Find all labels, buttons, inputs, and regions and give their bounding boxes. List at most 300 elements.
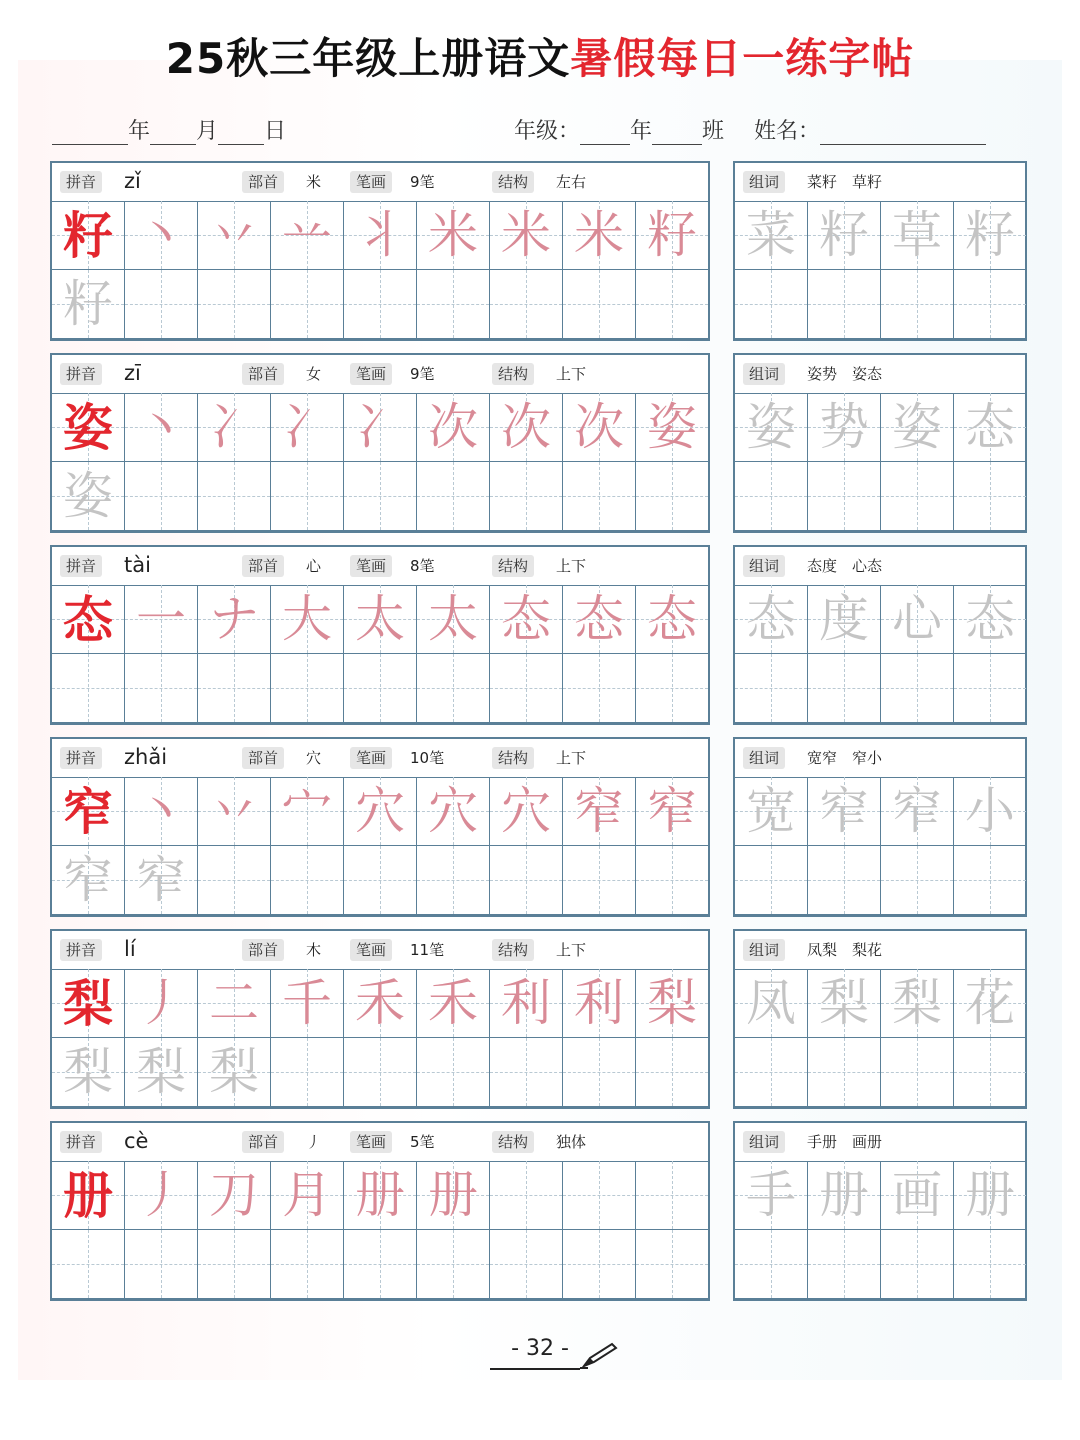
practice-cell[interactable] (563, 1161, 636, 1230)
practice-cell[interactable] (490, 654, 563, 723)
practice-cell[interactable] (490, 462, 563, 531)
char-card-header (52, 355, 708, 394)
practice-cell[interactable] (563, 846, 636, 915)
stroke-order-cell[interactable] (417, 585, 490, 654)
word-trace-cell-glyph: 态 (965, 590, 1015, 648)
practice-cell[interactable] (563, 1230, 636, 1299)
radical-tag: 部首 (242, 939, 284, 961)
stroke-order-cell[interactable] (271, 393, 344, 462)
word-trace-cell[interactable] (735, 585, 808, 654)
word-practice-cell[interactable] (881, 462, 954, 531)
structure-tag: 结构 (492, 555, 534, 577)
structure-tag: 结构 (492, 939, 534, 961)
word-trace-cell[interactable] (808, 585, 881, 654)
stroke-order-cell-glyph: 禾 (428, 974, 478, 1032)
model-char-cell[interactable] (52, 201, 125, 270)
page-number-underline (490, 1368, 580, 1370)
month-blank[interactable] (150, 118, 196, 145)
word-trace-cell[interactable] (735, 777, 808, 846)
stroke-order-cell[interactable] (344, 1161, 417, 1230)
word-trace-cell-glyph: 窄 (892, 782, 942, 840)
pinyin-tag: 拼音 (60, 171, 102, 193)
guide-line-vertical (307, 654, 308, 722)
word-practice-cell[interactable] (735, 270, 808, 339)
practice-cell[interactable] (198, 846, 271, 915)
stroke-order-cell[interactable] (198, 201, 271, 270)
guide-line-vertical (161, 462, 162, 530)
guide-line-vertical (990, 654, 991, 722)
pinyin-value: zǐ (124, 169, 141, 193)
stroke-order-cell[interactable] (563, 201, 636, 270)
model-char-cell-glyph: 姿 (63, 398, 113, 457)
word-practice-cell[interactable] (808, 1038, 881, 1107)
stroke-order-cell[interactable] (636, 969, 709, 1038)
guide-line-vertical (844, 654, 845, 722)
stroke-order-cell-glyph: 千 (282, 974, 332, 1032)
word-practice-cell[interactable] (954, 270, 1027, 339)
practice-cell[interactable] (125, 1230, 198, 1299)
stroke-order-cell-glyph: 冫 (209, 398, 259, 456)
radical-value: 心 (306, 557, 322, 575)
trace-cell[interactable] (52, 1038, 125, 1107)
trace-cell[interactable] (125, 846, 198, 915)
word-practice-cell[interactable] (954, 462, 1027, 531)
practice-cell[interactable] (271, 654, 344, 723)
practice-cell[interactable] (563, 270, 636, 339)
char-card-2 (50, 353, 710, 533)
guide-line-vertical (453, 1230, 454, 1298)
words-card-header (735, 547, 1025, 586)
guide-line-vertical (844, 1230, 845, 1298)
word-trace-cell-glyph: 态 (965, 398, 1015, 456)
stroke-order-cell[interactable] (490, 585, 563, 654)
practice-cell[interactable] (490, 1038, 563, 1107)
stroke-order-cell-glyph: 次 (574, 398, 624, 456)
practice-cell[interactable] (198, 654, 271, 723)
stroke-order-cell[interactable] (271, 777, 344, 846)
strokes-tag: 笔画 (350, 1131, 392, 1153)
word-practice-cell[interactable] (735, 1230, 808, 1299)
stroke-order-cell[interactable] (563, 777, 636, 846)
stroke-order-cell-glyph: 米 (501, 206, 551, 264)
guide-line-vertical (599, 654, 600, 722)
words-tag: 组词 (743, 363, 785, 385)
trace-cell-glyph: 梨 (136, 1043, 186, 1101)
practice-cell[interactable] (344, 846, 417, 915)
stroke-order-cell[interactable] (636, 201, 709, 270)
practice-cell[interactable] (271, 1038, 344, 1107)
guide-line-vertical (599, 462, 600, 530)
word-trace-cell[interactable] (735, 1161, 808, 1230)
word-trace-cell-glyph: 册 (965, 1166, 1015, 1224)
word-practice-cell[interactable] (954, 654, 1027, 723)
char-card-6 (50, 1121, 710, 1301)
word-practice-cell[interactable] (808, 846, 881, 915)
practice-cell[interactable] (198, 270, 271, 339)
stroke-order-cell[interactable] (125, 585, 198, 654)
guide-line-vertical (990, 1230, 991, 1298)
trace-cell-glyph: 窄 (63, 851, 113, 909)
pinyin-tag: 拼音 (60, 1131, 102, 1153)
structure-tag: 结构 (492, 171, 534, 193)
word-trace-cell[interactable] (881, 201, 954, 270)
page-footer (0, 1336, 1080, 1361)
trace-cell-glyph: 籽 (63, 275, 113, 333)
trace-cell[interactable] (52, 462, 125, 531)
stroke-order-cell[interactable] (125, 777, 198, 846)
stroke-order-cell[interactable] (563, 393, 636, 462)
word-practice-cell[interactable] (881, 846, 954, 915)
stroke-order-cell[interactable] (563, 969, 636, 1038)
pinyin-tag: 拼音 (60, 363, 102, 385)
stroke-order-cell[interactable] (490, 777, 563, 846)
word-trace-cell[interactable] (954, 969, 1027, 1038)
practice-cell[interactable] (198, 462, 271, 531)
model-char-cell-glyph: 籽 (63, 206, 113, 265)
practice-cell[interactable] (344, 270, 417, 339)
stroke-order-cell[interactable] (344, 393, 417, 462)
guide-line-vertical (672, 1230, 673, 1298)
words-value: 态度 心态 (807, 557, 883, 575)
stroke-order-cell-glyph: 次 (501, 398, 551, 456)
stroke-order-cell[interactable] (198, 1161, 271, 1230)
model-char-cell-glyph: 态 (63, 590, 113, 649)
guide-line-vertical (672, 654, 673, 722)
guide-line-vertical (161, 654, 162, 722)
word-trace-cell[interactable] (808, 1161, 881, 1230)
practice-cell[interactable] (563, 1038, 636, 1107)
word-trace-cell-glyph: 姿 (892, 398, 942, 456)
guide-line-vertical (771, 1230, 772, 1298)
stroke-order-cell[interactable] (344, 201, 417, 270)
stroke-order-cell[interactable] (125, 201, 198, 270)
word-practice-cell[interactable] (735, 654, 808, 723)
words-card-1 (733, 161, 1027, 341)
stroke-order-cell[interactable] (490, 201, 563, 270)
model-char-cell[interactable] (52, 393, 125, 462)
word-trace-cell-glyph: 态 (746, 590, 796, 648)
char-card-header (52, 739, 708, 778)
stroke-order-cell[interactable] (490, 969, 563, 1038)
words-card-header (735, 739, 1025, 778)
guide-line-vertical (526, 1161, 527, 1229)
structure-value: 上下 (556, 365, 587, 383)
stroke-order-cell[interactable] (271, 1161, 344, 1230)
word-trace-cell-glyph: 籽 (819, 206, 869, 264)
guide-line-vertical (307, 1230, 308, 1298)
strokes-value: 9笔 (410, 365, 435, 383)
guide-line-vertical (771, 654, 772, 722)
practice-cell[interactable] (636, 270, 709, 339)
stroke-order-cell-glyph: 次 (428, 398, 478, 456)
stroke-order-cell[interactable] (417, 969, 490, 1038)
radical-tag: 部首 (242, 363, 284, 385)
word-trace-cell[interactable] (954, 393, 1027, 462)
guide-line-vertical (307, 1038, 308, 1106)
guide-line-vertical (672, 1161, 673, 1229)
practice-cell[interactable] (417, 654, 490, 723)
practice-cell[interactable] (125, 270, 198, 339)
stroke-order-cell[interactable] (271, 969, 344, 1038)
practice-cell[interactable] (490, 1230, 563, 1299)
word-trace-cell-glyph: 梨 (892, 974, 942, 1032)
word-trace-cell-glyph: 草 (892, 206, 942, 264)
word-practice-cell[interactable] (735, 1038, 808, 1107)
word-trace-cell[interactable] (735, 201, 808, 270)
stroke-order-cell[interactable] (636, 393, 709, 462)
practice-cell[interactable] (344, 1230, 417, 1299)
words-value: 菜籽 草籽 (807, 173, 883, 191)
trace-cell[interactable] (52, 846, 125, 915)
practice-cell[interactable] (490, 270, 563, 339)
guide-line-vertical (526, 1038, 527, 1106)
stroke-order-cell[interactable] (417, 201, 490, 270)
guide-line-vertical (526, 1230, 527, 1298)
stroke-order-cell[interactable] (344, 777, 417, 846)
model-char-cell-glyph: 梨 (63, 974, 113, 1033)
stroke-order-cell[interactable] (417, 393, 490, 462)
structure-value: 上下 (556, 557, 587, 575)
name-blank[interactable] (820, 118, 986, 145)
char-card-header (52, 931, 708, 970)
word-trace-cell[interactable] (954, 777, 1027, 846)
words-value: 宽窄 窄小 (807, 749, 883, 767)
practice-cell[interactable] (344, 1038, 417, 1107)
strokes-tag: 笔画 (350, 939, 392, 961)
char-card-4 (50, 737, 710, 917)
word-trace-cell[interactable] (735, 969, 808, 1038)
guide-line-vertical (917, 1230, 918, 1298)
practice-cell[interactable] (636, 1038, 709, 1107)
stroke-order-cell-glyph: 态 (647, 590, 697, 648)
practice-cell[interactable] (636, 1230, 709, 1299)
practice-cell[interactable] (636, 846, 709, 915)
word-practice-cell[interactable] (881, 1230, 954, 1299)
trace-cell[interactable] (198, 1038, 271, 1107)
guide-line-vertical (844, 846, 845, 914)
guide-line-vertical (917, 1038, 918, 1106)
stroke-order-cell-glyph: 窄 (574, 782, 624, 840)
char-card-3 (50, 545, 710, 725)
guide-line-vertical (526, 270, 527, 338)
words-tag: 组词 (743, 747, 785, 769)
practice-cell[interactable] (563, 654, 636, 723)
radical-tag: 部首 (242, 171, 284, 193)
stroke-order-cell[interactable] (271, 585, 344, 654)
practice-cell[interactable] (271, 1230, 344, 1299)
practice-cell[interactable] (490, 846, 563, 915)
page-number: - 32 - (511, 1336, 569, 1361)
stroke-order-cell[interactable] (198, 393, 271, 462)
stroke-order-cell-glyph: 态 (574, 590, 624, 648)
guide-line-vertical (990, 270, 991, 338)
trace-cell[interactable] (125, 1038, 198, 1107)
practice-cell[interactable] (52, 1230, 125, 1299)
stroke-order-cell-glyph: 穴 (355, 782, 405, 840)
model-char-cell[interactable] (52, 585, 125, 654)
word-practice-cell[interactable] (954, 1038, 1027, 1107)
stroke-order-cell-glyph: 刀 (209, 1166, 259, 1224)
practice-cell[interactable] (417, 270, 490, 339)
year-blank[interactable] (52, 118, 128, 145)
practice-cell[interactable] (490, 1161, 563, 1230)
stroke-order-cell[interactable] (198, 969, 271, 1038)
word-practice-cell[interactable] (808, 462, 881, 531)
practice-cell[interactable] (636, 654, 709, 723)
practice-cell[interactable] (417, 1038, 490, 1107)
word-trace-cell[interactable] (954, 585, 1027, 654)
stroke-order-cell-glyph: 一 (136, 590, 186, 648)
word-trace-cell[interactable] (881, 777, 954, 846)
pinyin-tag: 拼音 (60, 747, 102, 769)
title-red-part: 暑假每日一练字帖 (570, 34, 915, 83)
stroke-order-cell-glyph: 冫 (355, 398, 405, 456)
stroke-order-cell-glyph: 䒑 (282, 206, 332, 264)
stroke-order-cell-glyph: 丶 (136, 206, 186, 264)
stroke-order-cell-glyph: 籽 (647, 206, 697, 264)
word-trace-cell[interactable] (808, 393, 881, 462)
words-card-2 (733, 353, 1027, 533)
word-practice-cell[interactable] (808, 270, 881, 339)
trace-cell-glyph: 姿 (63, 467, 113, 525)
structure-value: 上下 (556, 941, 587, 959)
word-trace-cell[interactable] (954, 201, 1027, 270)
trace-cell[interactable] (52, 270, 125, 339)
stroke-order-cell[interactable] (563, 585, 636, 654)
stroke-order-cell[interactable] (198, 777, 271, 846)
word-practice-cell[interactable] (735, 462, 808, 531)
guide-line-vertical (771, 462, 772, 530)
guide-line-vertical (771, 1038, 772, 1106)
practice-cell[interactable] (271, 846, 344, 915)
word-trace-cell[interactable] (881, 969, 954, 1038)
word-practice-cell[interactable] (881, 654, 954, 723)
stroke-order-cell-glyph: 丷 (209, 782, 259, 840)
stroke-order-cell-glyph: 穴 (501, 782, 551, 840)
word-trace-cell[interactable] (881, 1161, 954, 1230)
structure-value: 独体 (556, 1133, 587, 1151)
structure-tag: 结构 (492, 1131, 534, 1153)
word-trace-cell[interactable] (808, 969, 881, 1038)
stroke-order-cell-glyph: 态 (501, 590, 551, 648)
practice-cell[interactable] (417, 846, 490, 915)
page-title (0, 26, 1080, 86)
model-char-cell[interactable] (52, 777, 125, 846)
practice-cell[interactable] (417, 1230, 490, 1299)
practice-cell[interactable] (417, 462, 490, 531)
word-trace-cell-glyph: 窄 (819, 782, 869, 840)
word-trace-cell-glyph: 小 (965, 782, 1015, 840)
practice-cell[interactable] (344, 654, 417, 723)
strokes-value: 8笔 (410, 557, 435, 575)
guide-line-vertical (599, 1161, 600, 1229)
stroke-order-cell[interactable] (125, 393, 198, 462)
word-trace-cell[interactable] (881, 585, 954, 654)
stroke-order-cell[interactable] (271, 201, 344, 270)
stroke-order-cell[interactable] (125, 969, 198, 1038)
practice-cell[interactable] (636, 1161, 709, 1230)
name-label: 姓名： (754, 119, 821, 144)
guide-line-vertical (599, 846, 600, 914)
stroke-order-cell[interactable] (636, 585, 709, 654)
day-blank[interactable] (218, 118, 264, 145)
radical-value: 丿 (306, 1133, 322, 1151)
word-practice-cell[interactable] (808, 654, 881, 723)
stroke-order-cell[interactable] (417, 1161, 490, 1230)
stroke-order-cell-glyph: 丷 (209, 206, 259, 264)
practice-cell[interactable] (271, 270, 344, 339)
guide-line-vertical (917, 462, 918, 530)
practice-cell[interactable] (52, 654, 125, 723)
guide-line-vertical (526, 462, 527, 530)
stroke-order-cell-glyph: 丬 (355, 206, 405, 264)
practice-cell[interactable] (563, 462, 636, 531)
word-practice-cell[interactable] (808, 1230, 881, 1299)
words-tag: 组词 (743, 555, 785, 577)
word-practice-cell[interactable] (954, 846, 1027, 915)
guide-line-vertical (599, 1230, 600, 1298)
stroke-order-cell[interactable] (125, 1161, 198, 1230)
class-blank[interactable] (652, 118, 702, 145)
stroke-order-cell-glyph: 丶 (136, 398, 186, 456)
word-trace-cell[interactable] (808, 777, 881, 846)
stroke-order-cell-glyph: ナ (209, 590, 259, 648)
word-trace-cell[interactable] (954, 1161, 1027, 1230)
stroke-order-cell[interactable] (344, 585, 417, 654)
pen-icon (580, 1340, 620, 1370)
grade-year-label: 年 (630, 119, 653, 144)
stroke-order-cell-glyph: 册 (428, 1166, 478, 1224)
stroke-order-cell[interactable] (417, 777, 490, 846)
practice-cell[interactable] (198, 1230, 271, 1299)
stroke-order-cell-glyph: 宀 (282, 782, 332, 840)
stroke-order-cell[interactable] (636, 777, 709, 846)
word-trace-cell-glyph: 势 (819, 398, 869, 456)
grade-blank[interactable] (580, 118, 630, 145)
practice-cell[interactable] (344, 462, 417, 531)
practice-cell[interactable] (636, 462, 709, 531)
word-trace-cell[interactable] (735, 393, 808, 462)
word-practice-cell[interactable] (954, 1230, 1027, 1299)
word-practice-cell[interactable] (881, 270, 954, 339)
guide-line-vertical (672, 270, 673, 338)
radical-value: 米 (306, 173, 322, 191)
word-practice-cell[interactable] (735, 846, 808, 915)
guide-line-vertical (672, 846, 673, 914)
word-practice-cell[interactable] (881, 1038, 954, 1107)
practice-cell[interactable] (125, 462, 198, 531)
model-char-cell[interactable] (52, 1161, 125, 1230)
word-trace-cell-glyph: 姿 (746, 398, 796, 456)
word-trace-cell[interactable] (808, 201, 881, 270)
words-card-header (735, 1123, 1025, 1162)
stroke-order-cell-glyph: 冫 (282, 398, 332, 456)
strokes-value: 11笔 (410, 941, 445, 959)
stroke-order-cell[interactable] (344, 969, 417, 1038)
practice-cell[interactable] (125, 654, 198, 723)
guide-line-vertical (844, 270, 845, 338)
practice-cell[interactable] (271, 462, 344, 531)
stroke-order-cell-glyph: 穴 (428, 782, 478, 840)
stroke-order-cell[interactable] (198, 585, 271, 654)
guide-line-vertical (161, 270, 162, 338)
model-char-cell[interactable] (52, 969, 125, 1038)
word-trace-cell[interactable] (881, 393, 954, 462)
stroke-order-cell[interactable] (490, 393, 563, 462)
stroke-order-cell-glyph: 利 (574, 974, 624, 1032)
word-trace-cell-glyph: 花 (965, 974, 1015, 1032)
trace-cell-glyph: 窄 (136, 851, 186, 909)
